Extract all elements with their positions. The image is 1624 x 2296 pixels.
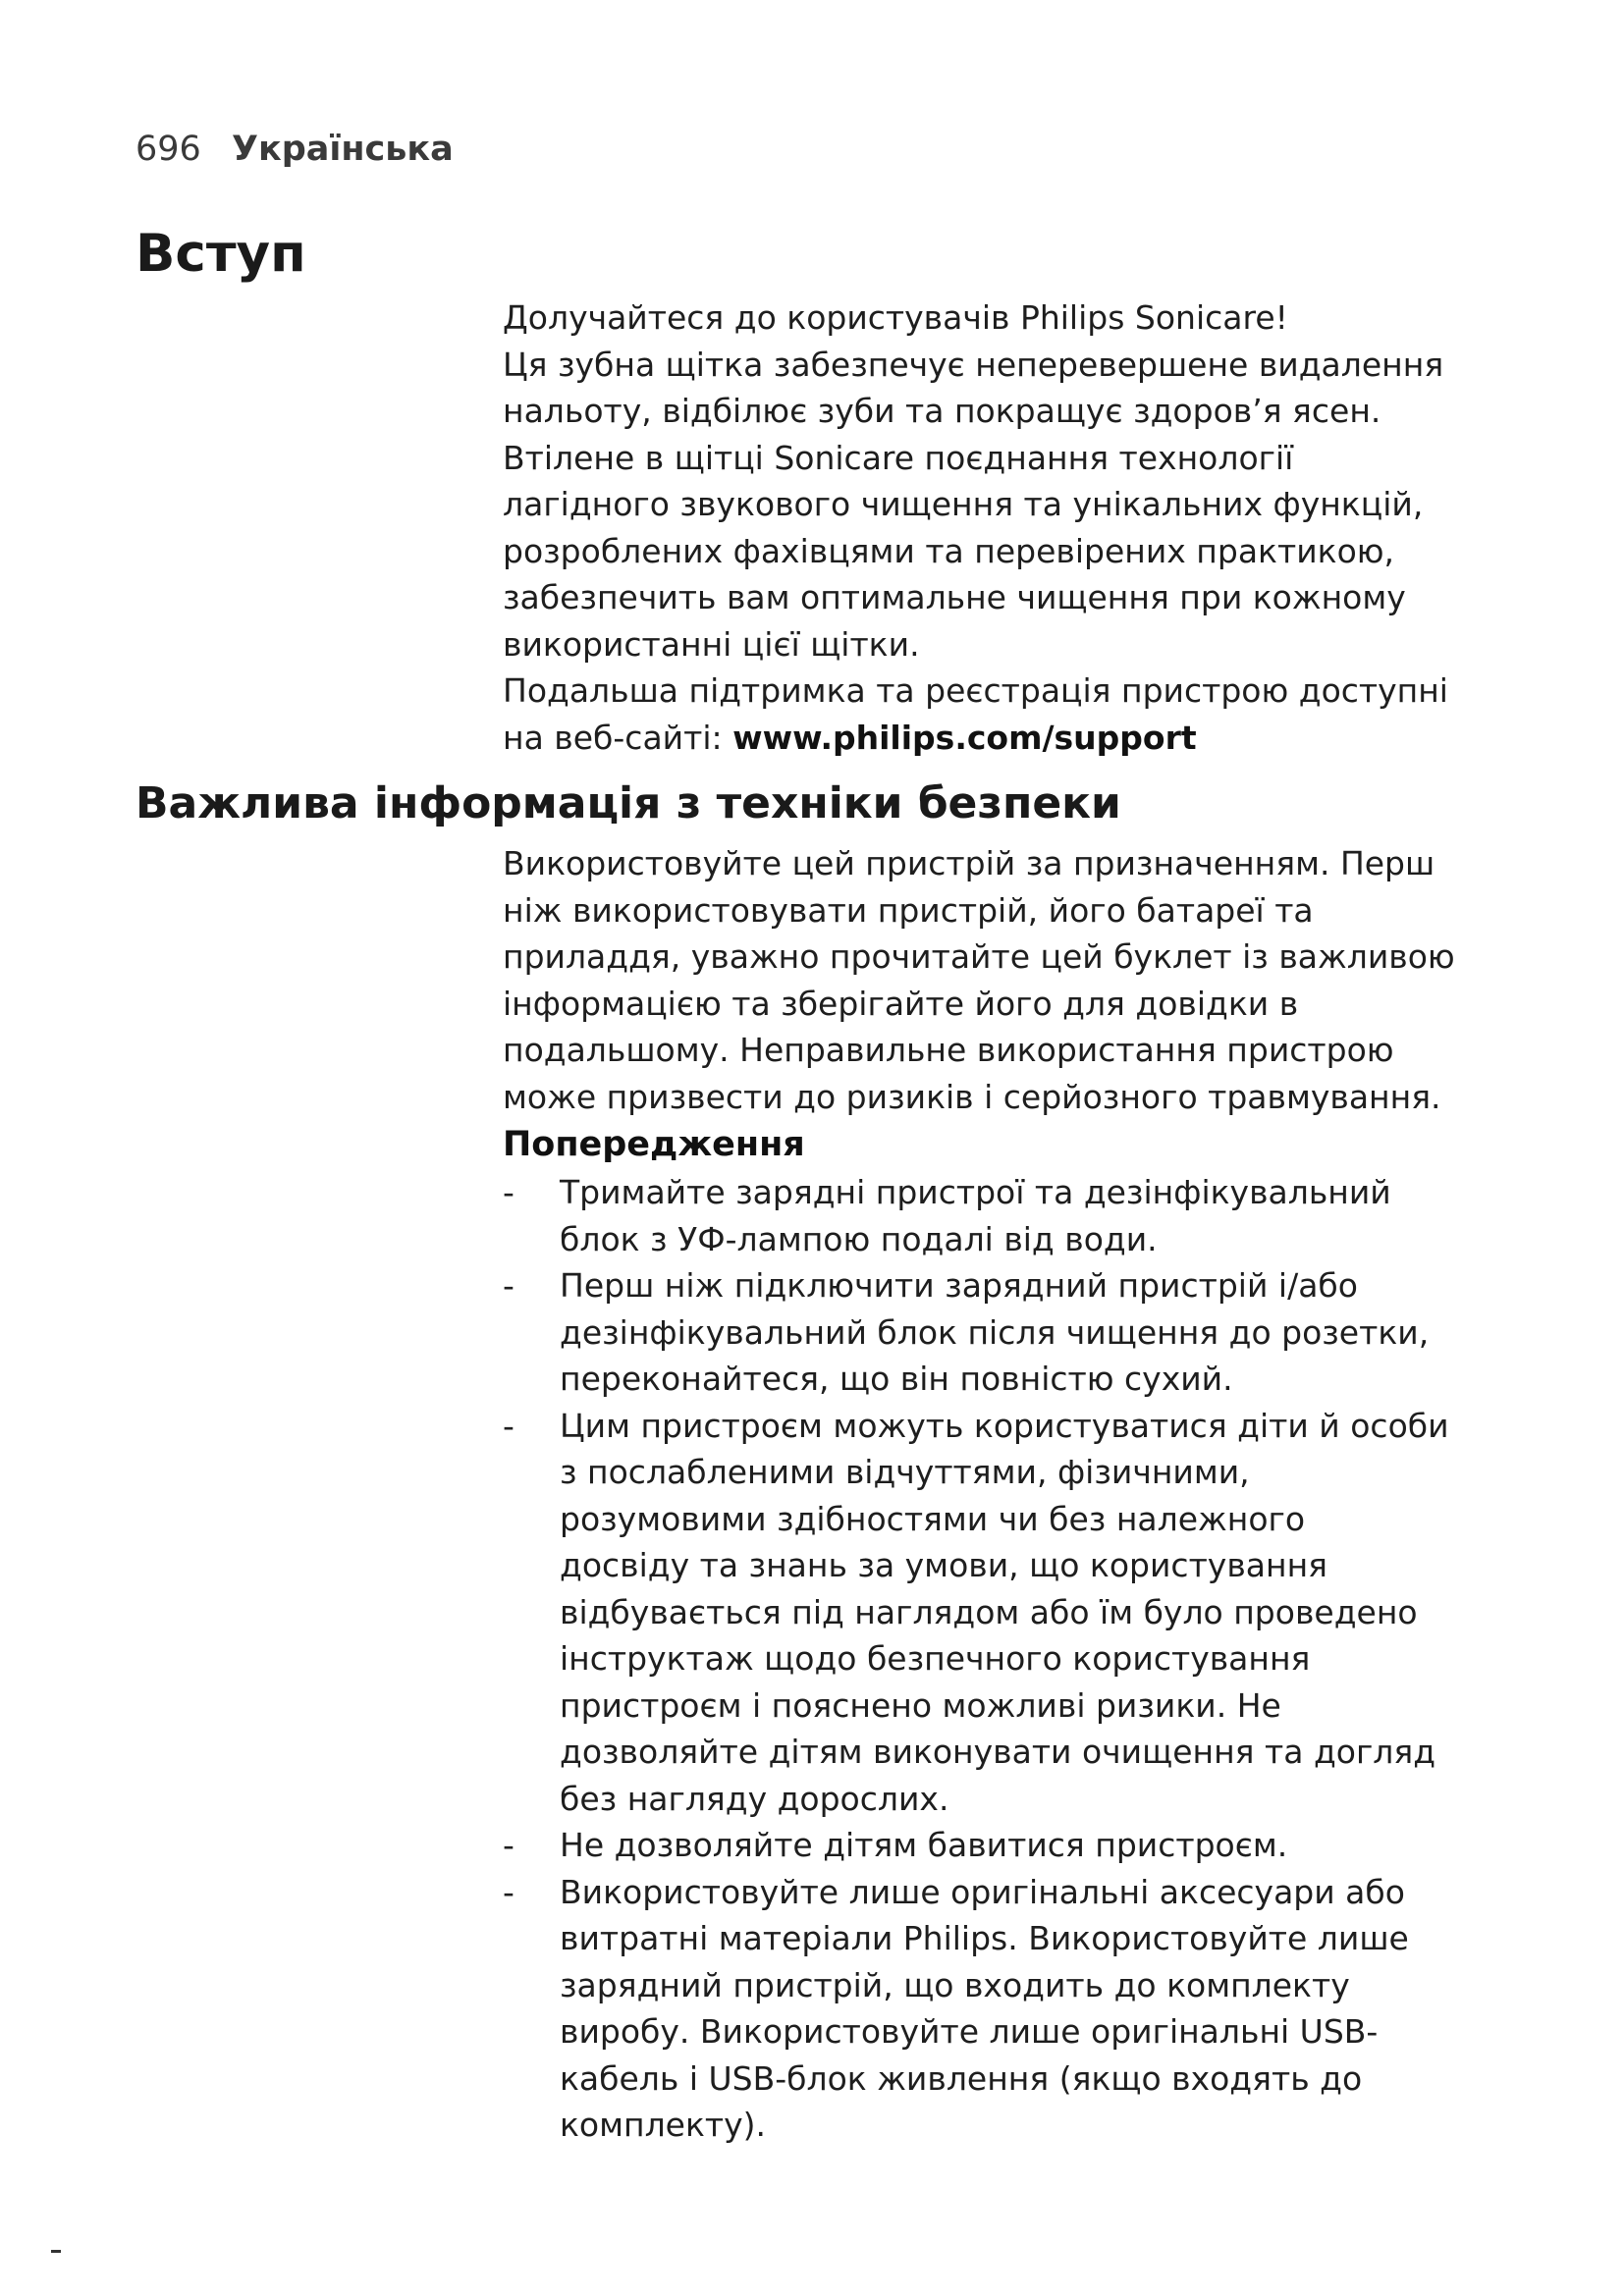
running-head [135,130,454,169]
safety-line: приладдя, уважно прочитайте цей буклет із важливою [503,937,1455,976]
warning-heading: Попередження [503,1125,805,1164]
warning-item [503,1262,1602,1403]
warning-line: комплекту). [560,2106,767,2144]
warning-line: Не дозволяйте дітям бавитися пристроєм. [560,1826,1288,1864]
warning-line: без нагляду дорослих. [560,1779,949,1818]
safety-line: може призвести до ризиків і серйозного травмування. [503,1077,1441,1116]
warning-line: зарядний пристрій, що входить до комплекту [560,1965,1350,2004]
warning-line: Перш ніж підключити зарядний пристрій і/або [560,1266,1358,1305]
warning-line: інструктаж щодо безпечного користування [560,1639,1311,1678]
intro-line: забезпечить вам оптимальне чищення при кожному [503,578,1406,616]
warning-line: відбувається під наглядом або їм було проведено [560,1592,1418,1631]
warning-line: пристроєм і пояснено можливі ризики. Не [560,1685,1281,1725]
warning-line: дезінфікувальний блок після чищення до розетки, [560,1312,1430,1352]
warning-line: Тримайте зарядні пристрої та дезінфікувальний [560,1173,1391,1211]
support-line [503,715,1602,762]
intro-line: нальоту, відбілює зуби та покращує здоров’я ясен. [503,392,1381,430]
warning-line: Цим пристроєм можуть користуватися діти й особи [560,1406,1449,1445]
warning-line: з послабленими відчуттями, фізичними, [560,1453,1250,1491]
warning-list [503,1169,1602,2149]
bullet-dash: - [503,1406,514,1445]
intro-line: Долучайтеся до користувачів Philips Sonicare! [503,298,1288,337]
bullet-dash: - [503,1826,514,1864]
intro-line: Втілене в щітці Sonicare поєднання технології [503,438,1294,477]
safety-heading: Важлива інформація з техніки безпеки [135,778,1121,828]
intro-heading: Вступ [135,224,306,284]
intro-line: лагідного звукового чищення та унікальних функцій, [503,485,1424,523]
safety-line: ніж використовувати пристрій, його батареї та [503,890,1314,930]
intro-line: Подальша підтримка та реєстрація пристрою доступні [503,671,1448,710]
warning-item [503,1869,1602,2149]
warning-item [503,1822,1602,1869]
bullet-dash: - [503,1266,514,1305]
warning-line: виробу. Використовуйте лише оригінальні USB- [560,2012,1379,2051]
warning-line: переконайтеся, що він повністю сухий. [560,1360,1233,1398]
intro-section [503,294,1602,761]
safety-line: Використовуйте цей пристрій за призначенням. Перш [503,844,1435,882]
safety-section [503,840,1602,2149]
warning-line: блок з УФ-лампою подалі від води. [560,1219,1158,1258]
crop-mark [51,2250,61,2253]
bullet-dash: - [503,1173,514,1211]
warning-line: розумовими здібностями чи без належного [560,1499,1306,1538]
warning-item [503,1403,1602,1823]
bullet-dash: - [503,1872,514,1911]
warning-line: досвіду та знань за умови, що користування [560,1546,1327,1584]
page-number: 696 [135,130,201,169]
support-prefix: на веб-сайті: [503,718,733,757]
intro-line: використанні цієї щітки. [503,624,920,664]
support-url: www.philips.com/support [732,718,1197,757]
warning-item [503,1169,1602,1262]
warning-line: дозволяйте дітям виконувати очищення та догляд [560,1733,1436,1771]
intro-line: розроблених фахівцями та перевірених практикою, [503,531,1395,570]
warning-line: витратні матеріали Philips. Використовуйте лише [560,1919,1409,1957]
intro-line: Ця зубна щітка забезпечує неперевершене видалення [503,345,1444,384]
safety-line: подальшому. Неправильне використання пристрою [503,1031,1394,1069]
warning-line: Використовуйте лише оригінальні аксесуари або [560,1872,1405,1911]
language-label: Українська [231,130,454,169]
warning-line: кабель і USB-блок живлення (якщо входять до [560,2058,1363,2098]
safety-line: інформацією та зберігайте його для довідки в [503,984,1299,1023]
